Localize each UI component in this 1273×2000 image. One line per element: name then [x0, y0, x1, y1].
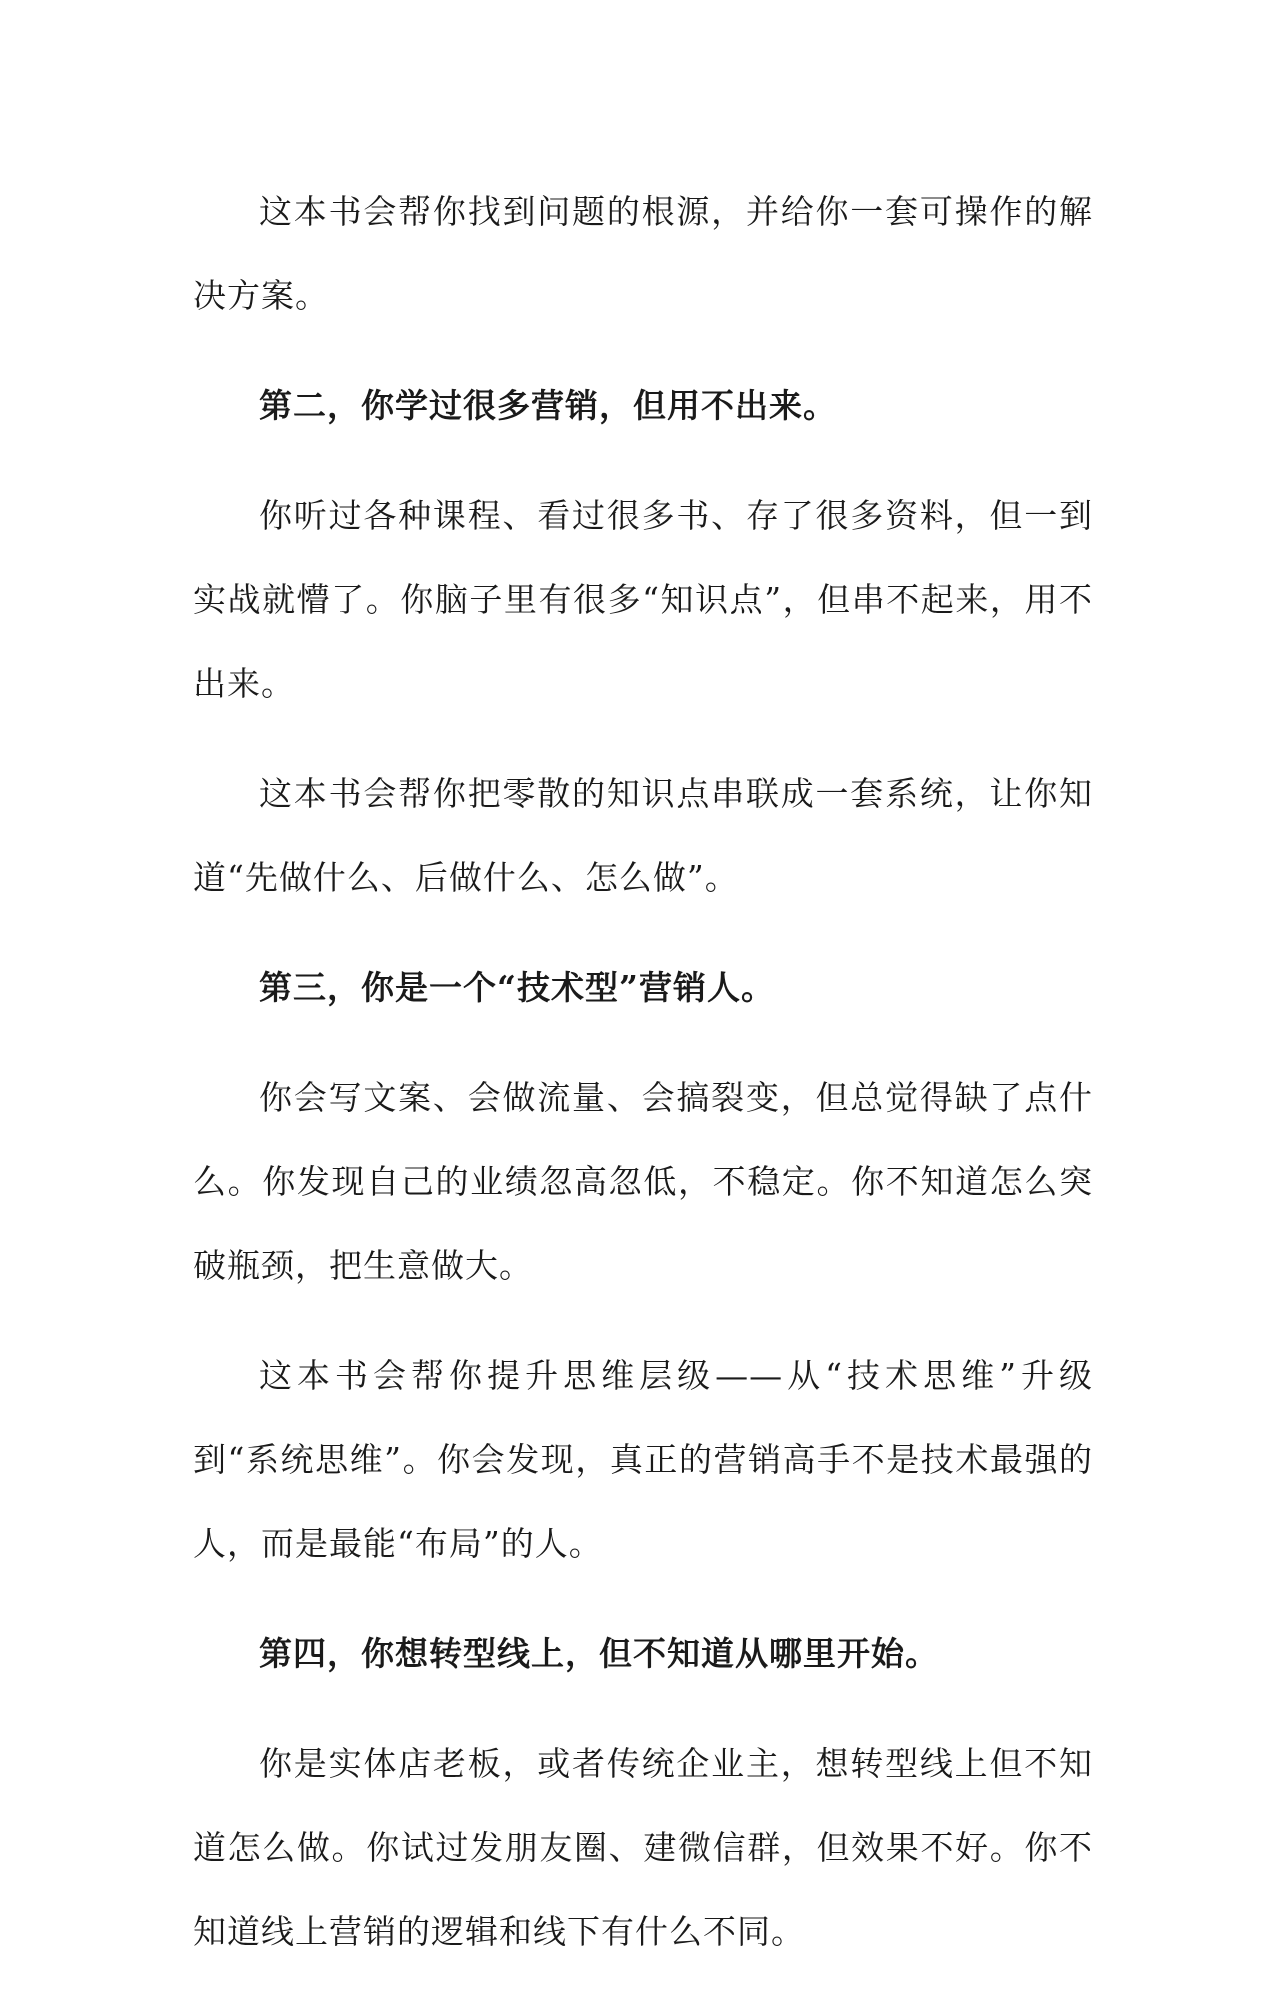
body-paragraph: 你是实体店老板，或者传统企业主，想转型线上但不知道怎么做。你试过发朋友圈、建微信群，但效果不好。你不知道线上营销的逻辑和线下有什么不同。	[193, 1744, 1093, 1951]
body-paragraph: 这本书会帮你提升思维层级——从“技术思维”升级到“系统思维”。你会发现，真正的营销高手不是技术最强的人，而是最能“布局”的人。	[193, 1356, 1093, 1563]
body-paragraph: 你听过各种课程、看过很多书、存了很多资料，但一到实战就懵了。你脑子里有很多“知识点”，但串不起来，用不出来。	[193, 496, 1093, 703]
section-heading: 第三，你是一个“技术型”营销人。	[259, 968, 775, 1007]
section-heading: 第四，你想转型线上，但不知道从哪里开始。	[259, 1634, 939, 1673]
document-body	[193, 170, 1093, 2000]
body-paragraph: 这本书会帮你找到问题的根源，并给你一套可操作的解决方案。	[193, 192, 1093, 315]
body-paragraph: 这本书会帮你把零散的知识点串联成一套系统，让你知道“先做什么、后做什么、怎么做”。	[193, 774, 1093, 897]
section-heading: 第二，你学过很多营销，但用不出来。	[259, 386, 837, 425]
body-paragraph: 你会写文案、会做流量、会搞裂变，但总觉得缺了点什么。你发现自己的业绩忽高忽低，不稳定。你不知道怎么突破瓶颈，把生意做大。	[193, 1078, 1093, 1285]
